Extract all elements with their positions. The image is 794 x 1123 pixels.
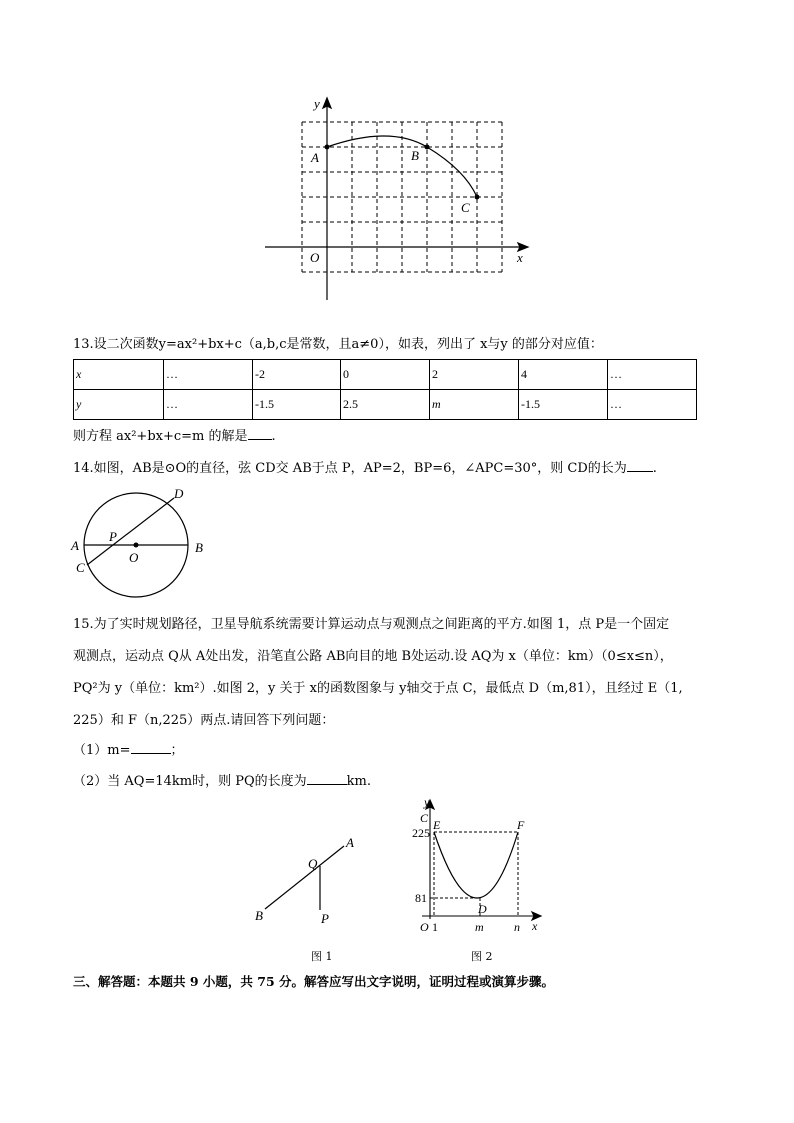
point-b-dot <box>425 145 430 150</box>
fig2-tick-225: 225 <box>412 826 430 840</box>
q15-sub2-suffix: km. <box>346 774 371 789</box>
fig2-x-label: x <box>532 919 538 933</box>
table-cell: 2 <box>430 360 519 390</box>
point-a-label: A <box>311 150 319 165</box>
parabola-curve <box>434 832 518 898</box>
q13-answer-line <box>73 428 276 446</box>
q15-sub2 <box>73 773 371 791</box>
fig2-guide-lines <box>430 832 518 916</box>
q15-line-1: 15.为了实时规划路径，卫星导航系统需要计算运动点与观测点之间距离的平方.如图 1，点 P是一个固定 <box>73 617 670 632</box>
q15-sub2-blank <box>307 784 347 785</box>
fig2-label-c: C <box>420 811 429 825</box>
q15-figure-2 <box>408 794 548 936</box>
table-cell: m <box>430 390 519 420</box>
table-cell: 2.5 <box>341 390 430 420</box>
q14-question: 14.如图，AB是⊙O的直径，弦 CD交 AB于点 P，AP=2，BP=6，∠APC=30°，则 CD的长为 <box>73 461 627 476</box>
q15-line-3: PQ²为 y（单位：km²）.如图 2，y 关于 x的函数图象与 y轴交于点 C，最低点 D（m,81），且经过 E（1, <box>73 681 683 696</box>
axes <box>265 98 528 300</box>
fig2-label-f: F <box>517 818 525 832</box>
q15-line-4: 225）和 F（n,225）两点.请回答下列问题： <box>73 713 335 728</box>
label-o: O <box>129 550 139 565</box>
fig2-label-e: E <box>433 818 441 832</box>
q14-end: . <box>652 461 657 476</box>
label-c: C <box>76 560 85 575</box>
x-axis-label: x <box>517 250 523 265</box>
table-cell: y <box>74 390 164 420</box>
fig2-label-o: O <box>420 920 429 934</box>
q13-answer-blank <box>248 439 272 440</box>
q15-sub2-prefix: （2）当 AQ=14km时，则 PQ的长度为 <box>73 774 307 789</box>
q13-text: 13.设二次函数y=ax²+bx+c（a,b,c是常数，且a≠0），如表，列出了 x与y 的部分对应值： <box>73 337 603 352</box>
table-row <box>74 360 697 390</box>
fig1-label-b: B <box>255 908 263 923</box>
table-cell: … <box>164 390 253 420</box>
fig2-tick-81: 81 <box>415 891 427 905</box>
y-axis-label: y <box>314 96 320 111</box>
center-o-dot <box>134 543 139 548</box>
table-cell: -2 <box>253 360 341 390</box>
section-3-heading: 三、解答题：本题共 9 小题，共 75 分。解答应写出文字说明，证明过程或演算步骤。 <box>73 974 555 989</box>
point-c-label: C <box>461 200 470 215</box>
q15-sub1-suffix: ； <box>170 743 184 758</box>
table-cell: x <box>74 360 164 390</box>
q13-value-table <box>73 359 697 420</box>
q15-figure-1 <box>248 830 368 930</box>
q14-circle-figure <box>68 484 218 599</box>
grid-lines <box>302 122 502 272</box>
road-ab <box>265 846 344 909</box>
q15-sub1-prefix: （1）m= <box>73 743 131 758</box>
table-cell: … <box>164 360 253 390</box>
fig1-label-a: A <box>346 835 354 850</box>
point-a-dot <box>325 145 330 150</box>
table-cell: … <box>608 390 697 420</box>
origin-label: O <box>310 250 320 265</box>
table-cell: 0 <box>341 360 430 390</box>
q15-line-2: 观测点，运动点 Q从 A处出发，沿笔直公路 AB向目的地 B处运动.设 AQ为 x（单位：km）（0≤x≤n）， <box>73 649 673 664</box>
fig2-tick-m: m <box>475 920 484 934</box>
fig2-tick-n: n <box>514 920 520 934</box>
fig2-label-d: D <box>478 902 487 916</box>
point-b-label: B <box>411 148 419 163</box>
fig2-y-label: y <box>424 795 430 809</box>
label-a: A <box>71 538 79 553</box>
table-cell: -1.5 <box>253 390 341 420</box>
point-c-dot <box>475 195 480 200</box>
q13-answer-end: . <box>271 429 276 444</box>
table-row <box>74 390 697 420</box>
q12-figure <box>260 92 535 307</box>
fig1-label-p: P <box>321 911 329 926</box>
table-cell: … <box>608 360 697 390</box>
fig1-caption: 图 1 <box>311 950 333 963</box>
table-cell: -1.5 <box>519 390 608 420</box>
q15-sub1-blank <box>131 753 171 754</box>
q14-answer-blank <box>627 471 653 472</box>
label-b: B <box>195 540 203 555</box>
q13-answer-text: 则方程 ax²+bx+c=m 的解是 <box>73 429 248 444</box>
label-d: D <box>174 486 184 501</box>
fig1-label-q: Q <box>308 856 318 871</box>
q14-text <box>73 460 657 478</box>
fig2-caption: 图 2 <box>471 950 493 963</box>
q15-sub1 <box>73 742 184 760</box>
label-p: P <box>109 529 117 544</box>
fig2-tick-1: 1 <box>432 920 438 934</box>
table-cell: 4 <box>519 360 608 390</box>
